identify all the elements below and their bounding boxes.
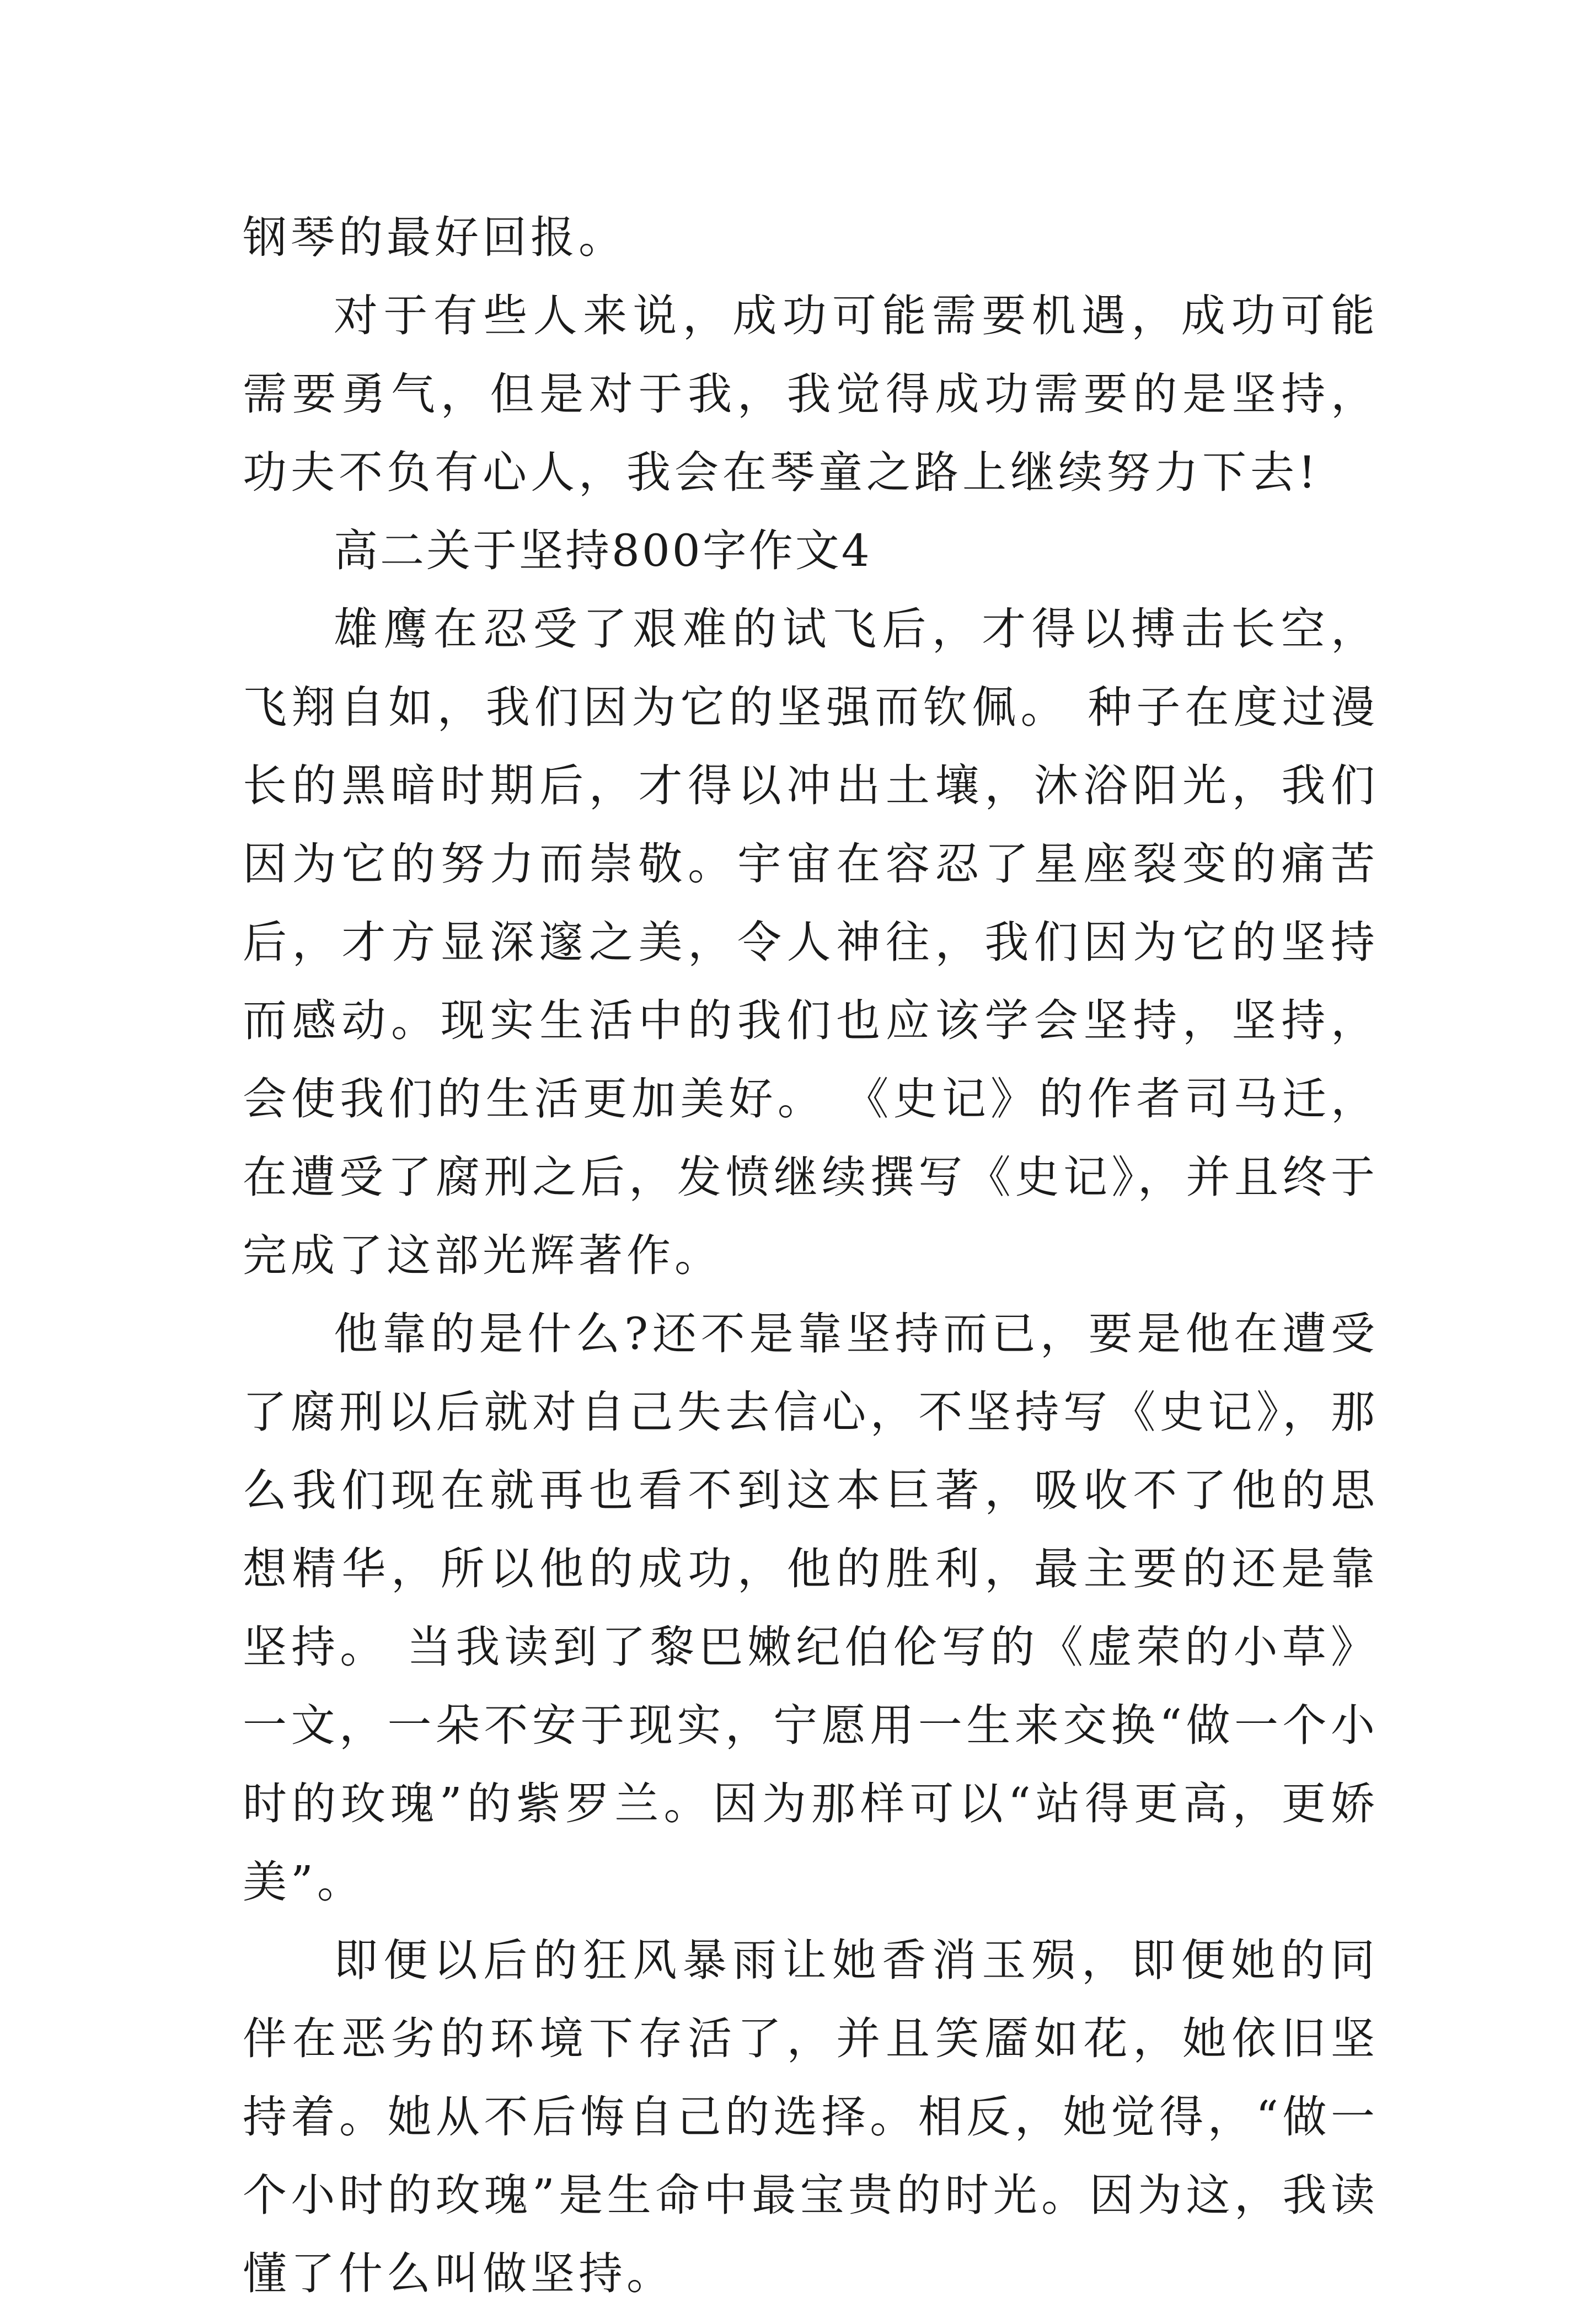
paragraph: 雄鹰在忍受了艰难的试飞后，才得以搏击长空，飞翔自如，我们因为它的坚强而钦佩。 种子在度过漫长的黑暗时期后，才得以冲出土壤，沐浴阳光，我们因为它的努力而崇敬。宇宙在容忍了星座裂变的痛苦后，才方显深邃之美，令人神往，我们因为它的坚持而感动。现实生活中的我们也应该学会坚持，坚持，会使我们的生活更加美好。 《史记》的作者司马迁，在遭受了腐刑之后，发愤继续撰写《史记》，并且终于完成了这部光辉著作。: [243, 603, 1379, 1281]
essay-body: [243, 199, 1379, 2313]
paragraph: 即便以后的狂风暴雨让她香消玉殒，即便她的同伴在恶劣的环境下存活了，并且笑靥如花，她依旧坚持着。她从不后悔自己的选择。相反，她觉得，“做一个小时的玫瑰”是生命中最宝贵的时光。因为这，我读懂了什么叫做坚持。: [243, 1935, 1379, 2299]
essay-title: 高二关于坚持800字作文4: [334, 525, 872, 576]
paragraph: 他靠的是什么?还不是靠坚持而已，要是他在遭受了腐刑以后就对自己失去信心，不坚持写《史记》，那么我们现在就再也看不到这本巨著，吸收不了他的思想精华，所以他的成功，他的胜利，最主要的还是靠坚持。 当我读到了黎巴嫩纪伯伦写的《虚荣的小草》一文，一朵不安于现实，宁愿用一生来交换“做一个小时的玫瑰”的紫罗兰。因为那样可以“站得更高，更娇美”。: [243, 1308, 1379, 1908]
paragraph-continuation: 钢琴的最好回报。: [243, 212, 626, 263]
paragraph: 对于有些人来说，成功可能需要机遇，成功可能需要勇气，但是对于我，我觉得成功需要的是坚持，功夫不负有心人，我会在琴童之路上继续努力下去!: [243, 290, 1379, 498]
